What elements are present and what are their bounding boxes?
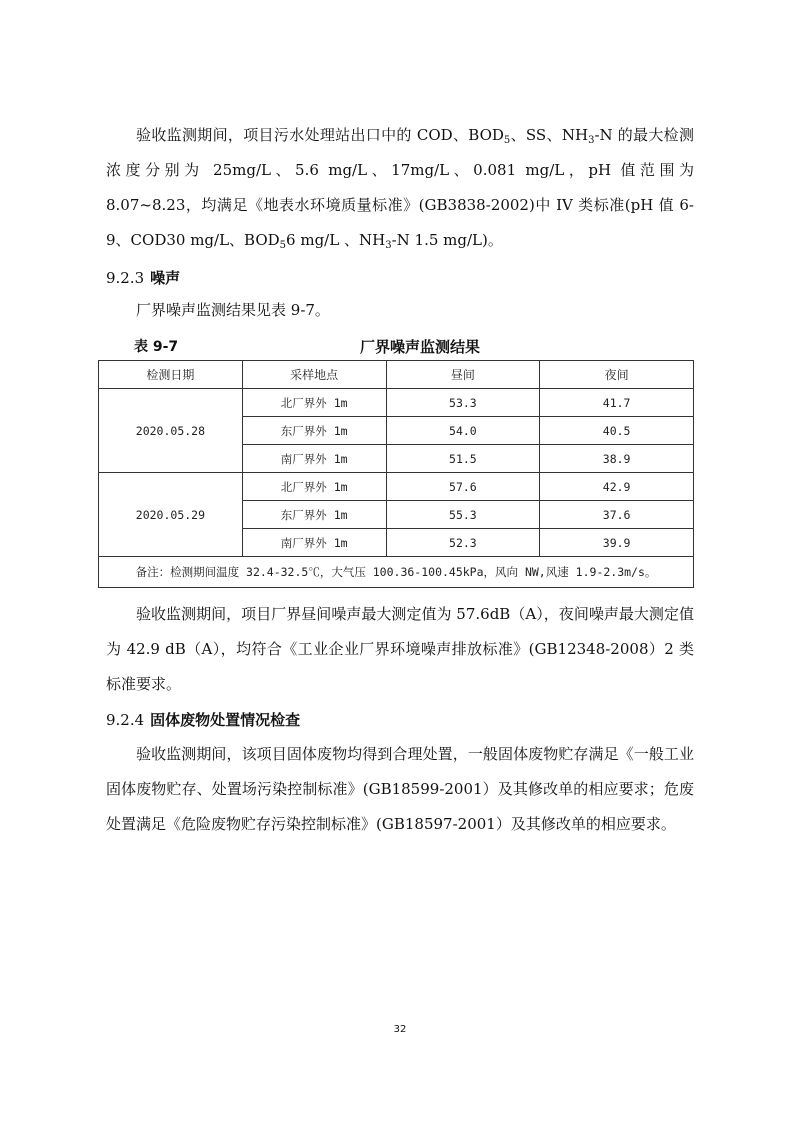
night-cell: 39.9 [540, 529, 694, 557]
site-cell: 东厂界外 1m [242, 501, 386, 529]
header-site: 采样地点 [242, 361, 386, 389]
day-cell: 53.3 [386, 389, 540, 417]
night-cell: 40.5 [540, 417, 694, 445]
day-cell: 52.3 [386, 529, 540, 557]
table-title: 厂界噪声监测结果 [360, 338, 481, 356]
table-note: 备注：检测期间温度 32.4-32.5℃，大气压 100.36-100.45kPa，风向 NW,风速 1.9-2.3m/s。 [99, 557, 694, 588]
paragraph-noise-intro: 厂界噪声监测结果见表 9-7。 [136, 301, 330, 319]
site-cell: 南厂界外 1m [242, 445, 386, 473]
night-cell: 37.6 [540, 501, 694, 529]
header-night: 夜间 [540, 361, 694, 389]
table-note-row [99, 557, 694, 588]
night-cell: 42.9 [540, 473, 694, 501]
date-cell: 2020.05.28 [99, 389, 243, 473]
header-day: 昼间 [386, 361, 540, 389]
site-cell: 东厂界外 1m [242, 417, 386, 445]
header-date: 检测日期 [99, 361, 243, 389]
site-cell: 北厂界外 1m [242, 389, 386, 417]
page-number: 32 [393, 1024, 407, 1035]
table-header-row [99, 361, 694, 389]
night-cell: 38.9 [540, 445, 694, 473]
table-row [99, 473, 694, 501]
site-cell: 南厂界外 1m [242, 529, 386, 557]
section-heading-solid-waste: 9.2.4 固体废物处置情况检查 [106, 711, 301, 729]
table-caption [134, 336, 694, 358]
night-cell: 41.7 [540, 389, 694, 417]
paragraph-wastewater: 验收监测期间，项目污水处理站出口中的 COD、$BOD_5$、SS、$NH_3-N$ 的最大检测浓度分别为 25mg/L、5.6 mg/L、17mg/L、0.081 mg/L，pH 值范围为 8.07~8.23，均满足《地表水环境质量标准》(GB3838-2002)中 IV 类标准(pH 值 6-9、COD30 mg/L、$BOD_56$ mg/L 、$NH_3-N$ 1.5 mg/L)。 [106, 126, 694, 251]
day-cell: 57.6 [386, 473, 540, 501]
day-cell: 54.0 [386, 417, 540, 445]
table-row [99, 389, 694, 417]
date-cell: 2020.05.29 [99, 473, 243, 557]
paragraph-noise-result: 验收监测期间，项目厂界昼间噪声最大测定值为 57.6dB（A），夜间噪声最大测定值为 42.9 dB（A），均符合《工业企业厂界环境噪声排放标准》(GB12348-2008）2 类标准要求。 [106, 605, 694, 693]
day-cell: 55.3 [386, 501, 540, 529]
paragraph-solid-waste: 验收监测期间，该项目固体废物均得到合理处置，一般固体废物贮存满足《一般工业固体废物贮存、处置场污染控制标准》(GB18599-2001）及其修改单的相应要求；危废处置满足《危险废物贮存污染控制标准》(GB18597-2001）及其修改单的相应要求。 [106, 745, 694, 833]
section-heading-noise: 9.2.3 噪声 [106, 269, 181, 287]
noise-table [98, 360, 694, 588]
site-cell: 北厂界外 1m [242, 473, 386, 501]
day-cell: 51.5 [386, 445, 540, 473]
table-number: 表 9-7 [134, 339, 179, 355]
